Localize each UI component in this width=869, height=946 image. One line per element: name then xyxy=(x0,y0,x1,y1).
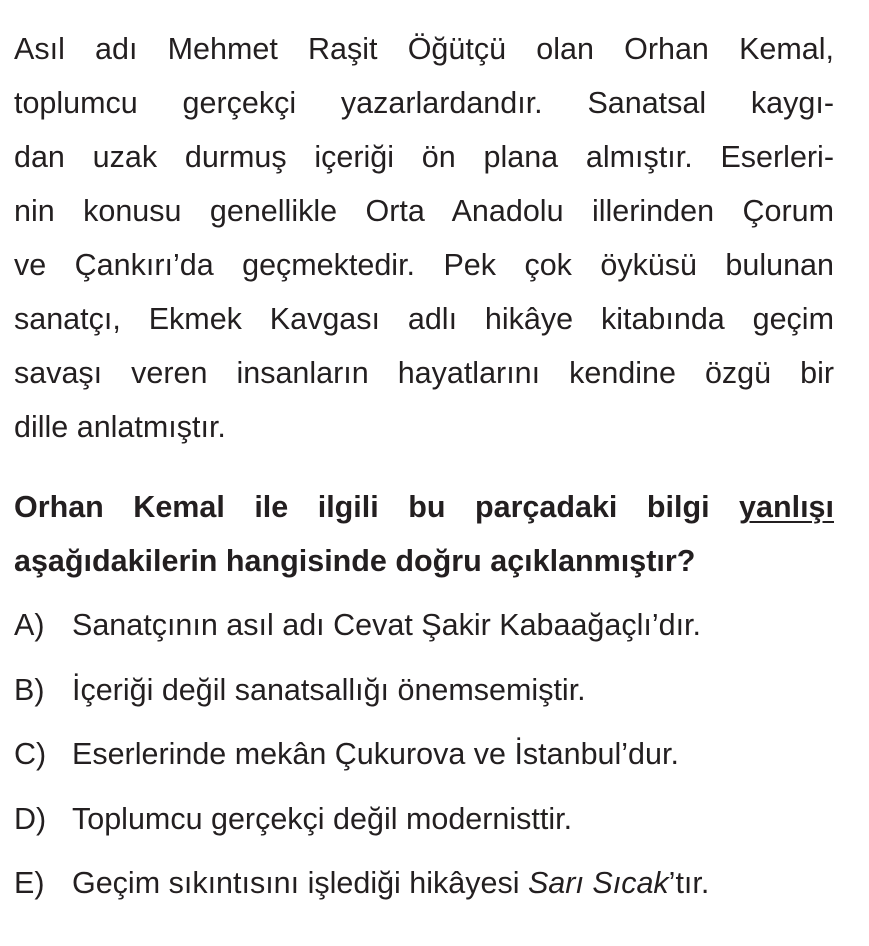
passage-line: Asıl adı Mehmet Raşit Öğütçü olan Orhan Kemal, xyxy=(14,32,834,66)
option-text-part: Geçim sıkıntısını işlediği hikâyesi xyxy=(72,866,528,900)
passage-line: ve Çankırı’da geçmektedir. Pek çok öyküsü bulunan xyxy=(14,248,834,282)
option-text: Toplumcu gerçekçi değil modernisttir. xyxy=(72,801,573,836)
passage-line: dan uzak durmuş içeriği ön plana almıştır. Eserleri- xyxy=(14,140,834,174)
passage-line: sanatçı, Ekmek Kavgası adlı hikâye kitabında geçim xyxy=(14,302,834,336)
passage-line: savaşı veren insanların hayatlarını kendine özgü bir xyxy=(14,356,834,390)
option-letter: C) xyxy=(14,737,47,771)
option-letter: D) xyxy=(14,801,47,836)
reading-passage xyxy=(14,22,834,454)
option-text: Sanatçının asıl adı Cevat Şakir Kabaağaçlı’dır. xyxy=(72,608,702,642)
question-keyword-underlined: yanlışı xyxy=(739,490,834,524)
option-a[interactable] xyxy=(14,598,854,663)
option-letter: E) xyxy=(14,866,45,900)
question-stem xyxy=(14,480,834,588)
book-title-italic: Sarı Sıcak xyxy=(527,866,669,900)
option-letter: A) xyxy=(14,608,45,642)
option-text xyxy=(72,856,709,910)
option-b[interactable] xyxy=(14,663,854,728)
option-c[interactable] xyxy=(14,727,854,792)
passage-line: nin konusu genellikle Orta Anadolu illerinden Çorum xyxy=(14,194,834,228)
option-text: Eserlerinde mekân Çukurova ve İstanbul’dur. xyxy=(72,737,679,771)
passage-line: dille anlatmıştır. xyxy=(14,410,226,444)
answer-options xyxy=(14,598,854,921)
option-text-part: ’tır. xyxy=(668,866,710,900)
option-text: İçeriği değil sanatsallığı önemsemiştir. xyxy=(72,672,586,707)
option-letter: B) xyxy=(14,672,45,707)
passage-line: toplumcu gerçekçi yazarlardandır. Sanatsal kaygı- xyxy=(14,86,834,120)
question-line-2: aşağıdakilerin hangisinde doğru açıklanmıştır? xyxy=(14,544,696,578)
question-text: Orhan Kemal ile ilgili bu parçadaki bilgi xyxy=(14,490,740,524)
option-d[interactable] xyxy=(14,792,854,857)
option-e[interactable] xyxy=(14,856,854,921)
question-line-1 xyxy=(14,480,834,534)
